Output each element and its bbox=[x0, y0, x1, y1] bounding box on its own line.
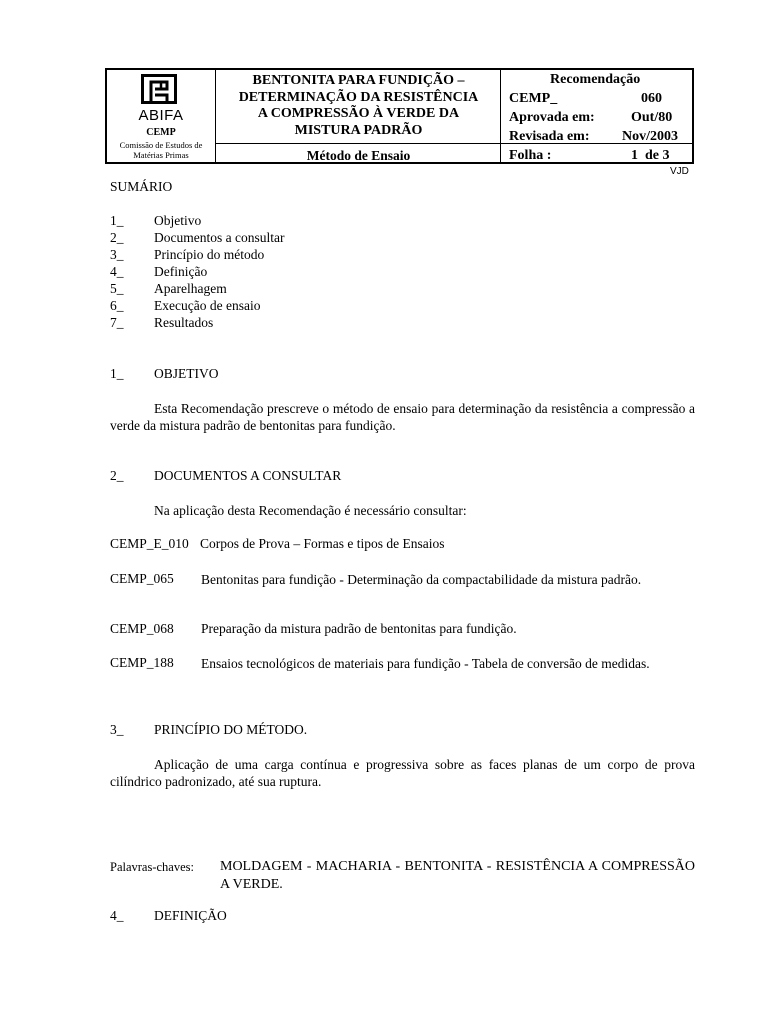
summary-item-number: 6_ bbox=[110, 298, 124, 313]
section-intro: Na aplicação desta Recomendação é necessário consultar: bbox=[154, 503, 467, 518]
section-number: 3_ bbox=[110, 722, 124, 737]
reference-code: CEMP_065 bbox=[110, 571, 174, 586]
section-heading: PRINCÍPIO DO MÉTODO. bbox=[154, 722, 308, 737]
reference-code: CEMP_E_010 bbox=[110, 536, 189, 551]
approved-label: Aprovada em: bbox=[509, 110, 595, 125]
title-line: BENTONITA PARA FUNDIÇÃO – bbox=[252, 73, 465, 88]
logo-subtitle: Matérias Primas bbox=[133, 150, 189, 160]
summary-item-text: Resultados bbox=[154, 315, 214, 330]
abifa-logo-icon bbox=[141, 74, 177, 104]
summary-item-text: Documentos a consultar bbox=[154, 230, 285, 245]
section-heading: DOCUMENTOS A CONSULTAR bbox=[154, 468, 342, 483]
reference-code: CEMP_068 bbox=[110, 621, 174, 636]
recommendation-label: Recomendação bbox=[550, 72, 641, 87]
revised-label: Revisada em: bbox=[509, 129, 590, 144]
reference-text: Ensaios tecnológicos de materiais para fundição - Tabela de conversão de medidas. bbox=[201, 656, 650, 671]
cemp-label: CEMP_ bbox=[509, 91, 558, 106]
reference-text: Bentonitas para fundição - Determinação da compactabilidade da mistura padrão. bbox=[201, 572, 642, 587]
section-body: Esta Recomendação prescreve o método de ensaio para determinação da resistência a compressão a verde da mistura padrão de bentonitas para fundição. bbox=[110, 401, 695, 433]
sheet-value: 1 de 3 bbox=[631, 148, 670, 163]
summary-item-text: Aparelhagem bbox=[154, 281, 227, 296]
logo-cemp: CEMP bbox=[146, 127, 176, 138]
keywords-text: MOLDAGEM - MACHARIA - BENTONITA - RESISTÊNCIA A COMPRESSÃO A VERDE. bbox=[220, 859, 695, 892]
document-title bbox=[217, 73, 500, 139]
cemp-value: 060 bbox=[641, 91, 662, 106]
summary-item-text: Execução de ensaio bbox=[154, 298, 261, 313]
summary-heading: SUMÁRIO bbox=[110, 179, 173, 194]
header-divider bbox=[500, 70, 501, 162]
summary-item-number: 5_ bbox=[110, 281, 124, 296]
summary-item-number: 7_ bbox=[110, 315, 124, 330]
section-heading: DEFINIÇÃO bbox=[154, 908, 227, 923]
title-line: MISTURA PADRÃO bbox=[294, 122, 423, 138]
reference-text: Corpos de Prova – Formas e tipos de Ensaios bbox=[200, 536, 445, 551]
summary-item-number: 1_ bbox=[110, 213, 124, 228]
section-number: 1_ bbox=[110, 366, 124, 381]
summary-item-text: Princípio do método bbox=[154, 247, 265, 262]
sheet-label: Folha : bbox=[509, 148, 552, 163]
revised-value: Nov/2003 bbox=[622, 129, 678, 144]
initials: VJD bbox=[670, 166, 689, 177]
reference-code: CEMP_188 bbox=[110, 655, 174, 670]
summary-item-text: Objetivo bbox=[154, 213, 202, 228]
summary-item-text: Definição bbox=[154, 264, 208, 279]
method-label: Método de Ensaio bbox=[306, 148, 411, 163]
header-divider bbox=[215, 70, 216, 162]
document-header bbox=[105, 68, 694, 164]
section-body: Aplicação de uma carga contínua e progressiva sobre as faces planas de um corpo de prova cilíndrico padronizado, até sua ruptura. bbox=[110, 757, 695, 789]
approved-value: Out/80 bbox=[631, 110, 673, 125]
keywords-label: Palavras-chaves: bbox=[110, 860, 194, 874]
section-number: 2_ bbox=[110, 468, 124, 483]
summary-item-number: 2_ bbox=[110, 230, 124, 245]
logo-name: ABIFA bbox=[138, 107, 184, 124]
title-line: A COMPRESSÃO À VERDE DA bbox=[257, 106, 460, 121]
section-number: 4_ bbox=[110, 908, 124, 923]
logo-subtitle: Comissão de Estudos de bbox=[119, 140, 203, 150]
section-heading: OBJETIVO bbox=[154, 366, 219, 381]
logo-cell bbox=[107, 70, 215, 162]
summary-item-number: 4_ bbox=[110, 264, 124, 279]
reference-text: Preparação da mistura padrão de bentonitas para fundição. bbox=[201, 621, 517, 636]
summary-item-number: 3_ bbox=[110, 247, 124, 262]
title-line: DETERMINAÇÃO DA RESISTÊNCIA bbox=[238, 89, 479, 105]
header-divider bbox=[215, 143, 692, 144]
